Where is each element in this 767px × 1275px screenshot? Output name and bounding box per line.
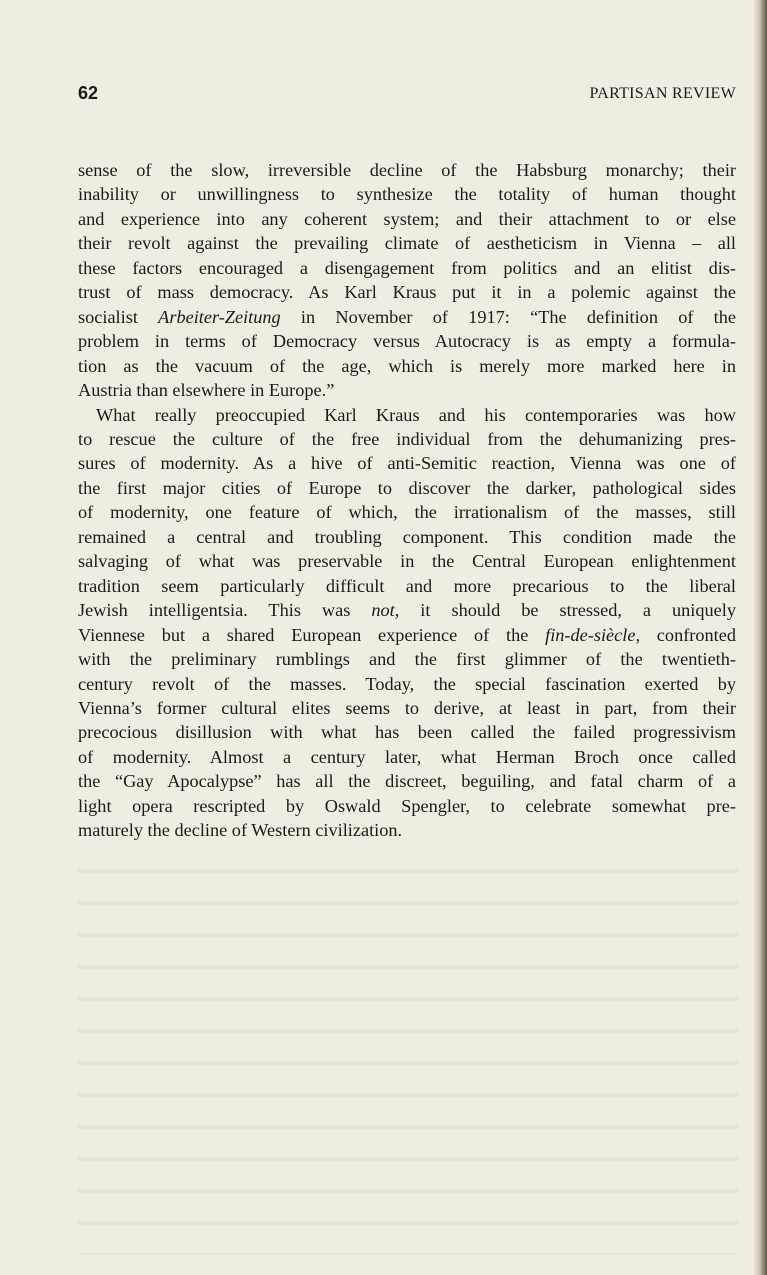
text-run: sures of modernity. As a hive of anti-Semitic reaction, Vienna was one of — [78, 453, 736, 474]
text-run: Jewish intelligentsia. This was — [78, 600, 372, 621]
text-line — [78, 207, 736, 231]
text-run: salvaging of what was preservable in the Central European enlightenment — [78, 551, 736, 572]
text-line — [78, 451, 736, 475]
text-line — [78, 305, 736, 329]
text-run: in November of 1917: “The definition of the — [280, 306, 736, 327]
text-line — [78, 403, 736, 427]
text-line — [78, 525, 736, 549]
italic-phrase: fin-de-siècle, — [545, 624, 641, 645]
text-line — [78, 769, 736, 793]
text-line — [78, 574, 736, 598]
text-run: Viennese but a shared European experience of the — [78, 624, 546, 645]
text-run: of modernity. Almost a century later, what Herman Broch once called — [78, 746, 736, 767]
text-line — [78, 354, 736, 378]
text-line — [78, 549, 736, 573]
text-run: sense of the slow, irreversible decline of the Habsburg monarchy; their — [78, 160, 736, 180]
text-run: these factors encouraged a disengagement from politics and an elitist dis- — [78, 257, 736, 278]
text-run: Austria than elsewhere in Europe.” — [78, 380, 335, 401]
text-run: remained a central and troubling component. This condition made the — [78, 526, 736, 547]
text-line — [78, 231, 736, 255]
text-line — [78, 818, 736, 842]
page-number: 62 — [78, 83, 99, 103]
text-line — [78, 720, 736, 744]
text-line — [78, 427, 736, 451]
text-line — [78, 476, 736, 500]
italic-phrase: not, — [371, 600, 400, 621]
show-through-text — [78, 855, 738, 1255]
text-line — [78, 378, 736, 402]
text-run: it should be stressed, a uniquely — [399, 600, 736, 621]
text-line — [78, 696, 736, 720]
body-text — [78, 158, 736, 843]
text-line — [78, 672, 736, 696]
text-line — [78, 280, 736, 304]
text-line — [78, 329, 736, 353]
text-line — [78, 256, 736, 280]
text-run: inability or unwillingness to synthesize the totality of human thought — [78, 184, 736, 205]
text-line — [78, 745, 736, 769]
text-run: Vienna’s former cultural elites seems to derive, at least in part, from their — [78, 697, 736, 718]
text-run: their revolt against the prevailing climate of aestheticism in Vienna – all — [78, 233, 736, 254]
text-run: socialist — [78, 306, 159, 327]
text-run: maturely the decline of Western civilization. — [78, 820, 403, 841]
page-edge-shadow — [753, 0, 767, 1275]
text-run: with the preliminary rumblings and the first glimmer of the twentieth- — [78, 649, 736, 670]
text-line — [78, 182, 736, 206]
italic-phrase: Arbeiter-Zeitung — [158, 306, 281, 327]
text-run: problem in terms of Democracy versus Autocracy is as empty a formula- — [78, 331, 736, 352]
text-run: light opera rescripted by Oswald Spengler, to celebrate somewhat pre- — [78, 795, 736, 816]
text-line — [78, 598, 736, 622]
text-run: century revolt of the masses. Today, the special fascination exerted by — [78, 673, 736, 694]
text-run: of modernity, one feature of which, the irrationalism of the masses, still — [78, 502, 736, 523]
text-run: the “Gay Apocalypse” has all the discreet, beguiling, and fatal charm of a — [78, 771, 736, 792]
text-line — [78, 158, 736, 182]
text-line — [78, 500, 736, 524]
text-run: What really preoccupied Karl Kraus and his contemporaries was how — [96, 404, 736, 425]
text-run: to rescue the culture of the free individual from the dehumanizing pres- — [78, 428, 736, 449]
text-run: precocious disillusion with what has been called the failed progressivism — [78, 722, 736, 743]
journal-title: PARTISAN REVIEW — [589, 85, 736, 102]
text-run: and experience into any coherent system; and their attachment to or else — [78, 208, 736, 229]
text-run: tradition seem particularly difficult and more precarious to the liberal — [78, 575, 736, 596]
running-header — [78, 83, 736, 109]
text-run: trust of mass democracy. As Karl Kraus put it in a polemic against the — [78, 282, 736, 303]
text-line — [78, 794, 736, 818]
text-run: confronted — [640, 624, 736, 645]
text-run: tion as the vacuum of the age, which is merely more marked here in — [78, 355, 736, 376]
text-line — [78, 647, 736, 671]
text-run: the first major cities of Europe to discover the darker, pathological sides — [78, 477, 736, 498]
text-line — [78, 623, 736, 647]
